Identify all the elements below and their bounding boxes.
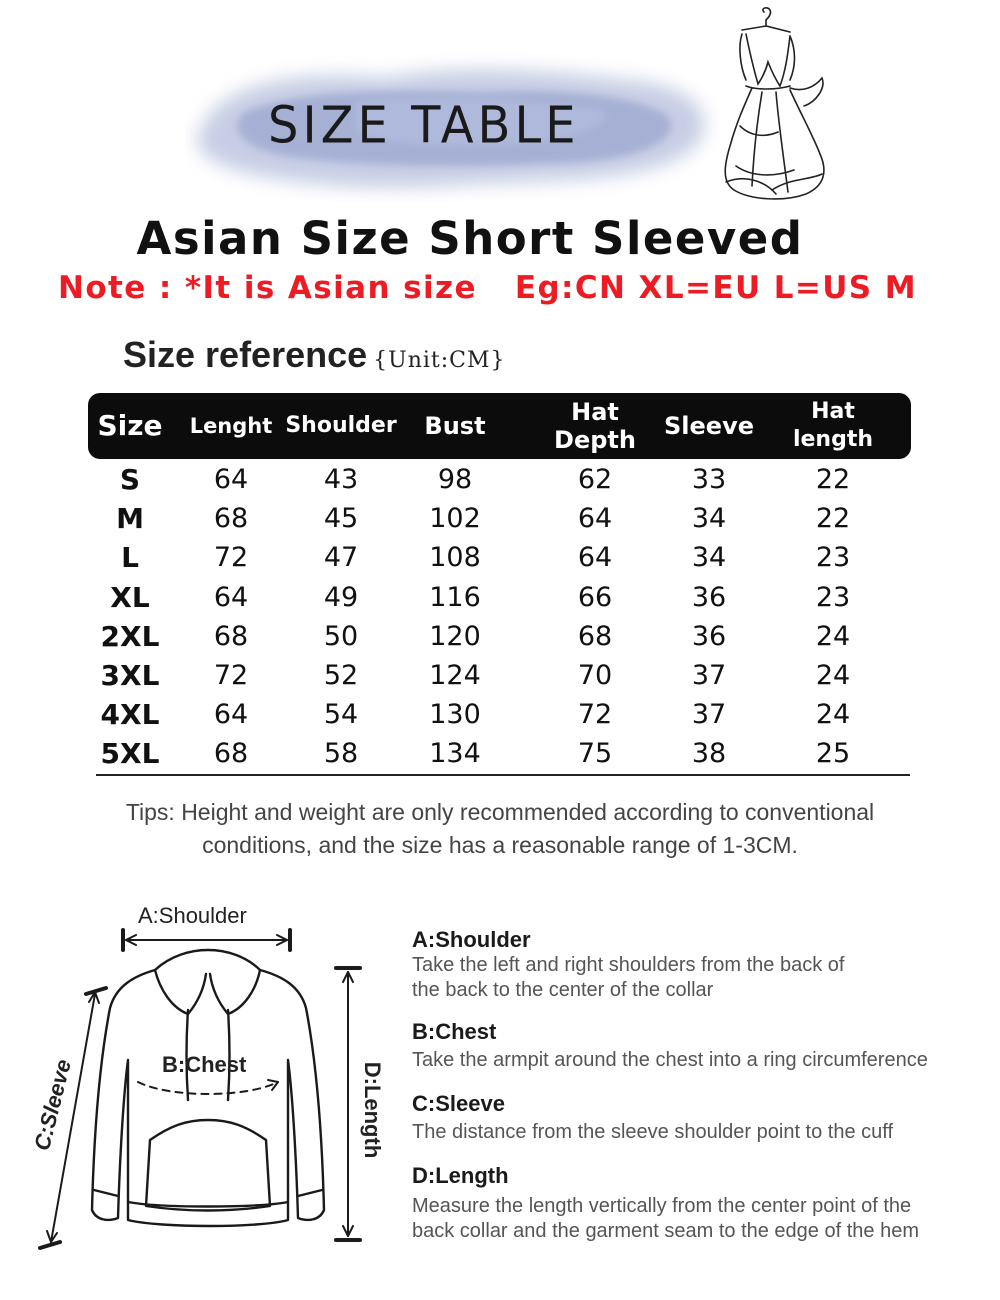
hoodie-measurement-diagram [20, 890, 400, 1270]
measurement-cell: 34 [691, 542, 727, 574]
measurement-cell: 102 [429, 503, 481, 535]
table-row [88, 695, 911, 734]
size-cell: S [119, 463, 141, 496]
size-reference-heading [123, 334, 506, 376]
size-cell: 5XL [100, 737, 160, 771]
measurement-cell: 72 [213, 542, 249, 574]
header-shoulder: Shoulder [285, 413, 397, 438]
size-cell: 3XL [100, 659, 160, 692]
definition-text-line-1: Take the left and right shoulders from the back of [412, 954, 845, 976]
measurement-cell: 22 [815, 464, 851, 495]
measurement-cell: 38 [691, 738, 727, 770]
asian-size-note [58, 270, 958, 306]
definition-text-line-2: back collar and the garment seam to the edge of the hem [412, 1220, 919, 1242]
measurement-cell: 36 [691, 620, 727, 652]
table-row [88, 734, 911, 773]
table-row [88, 460, 911, 499]
table-bottom-rule [96, 774, 910, 776]
definition-title: B:Chest [412, 1019, 497, 1044]
measurement-cell: 45 [323, 503, 359, 535]
note-asian-size: Note : *It is Asian size [58, 270, 477, 306]
definition-text-line-2: the back to the center of the collar [412, 979, 714, 1001]
table-row [88, 578, 911, 617]
measurement-cell: 25 [815, 738, 851, 770]
definition-title: D:Length [412, 1163, 509, 1188]
measurement-cell: 37 [691, 660, 727, 691]
tips-text [60, 796, 940, 862]
measurement-cell: 98 [437, 464, 473, 495]
tips-line-2: conditions, and the size has a reasonable range of 1-3CM. [202, 832, 798, 858]
table-row [88, 538, 911, 577]
measurement-cell: 22 [815, 503, 851, 535]
measurement-cell: 33 [691, 464, 727, 495]
size-cell: 4XL [100, 698, 160, 732]
length-measure-arrow [336, 968, 360, 1240]
size-table-banner-title: SIZE TABLE [268, 96, 580, 156]
measurement-cell: 47 [323, 542, 359, 574]
size-cell: M [116, 502, 144, 536]
measurement-cell: 23 [815, 542, 851, 574]
measurement-cell: 43 [323, 464, 359, 495]
definition-chest [412, 1019, 992, 1073]
measurement-cell: 68 [213, 738, 249, 770]
measurement-cell: 64 [213, 464, 249, 495]
size-table-header [88, 393, 911, 459]
definition-title: C:Sleeve [412, 1091, 505, 1116]
header-bust: Bust [424, 412, 486, 440]
definition-shoulder [412, 927, 992, 1003]
measurement-cell: 75 [577, 738, 613, 770]
measurement-cell: 72 [577, 699, 613, 731]
measurement-cell: 70 [577, 660, 613, 691]
size-cell: L [121, 541, 139, 575]
measurement-cell: 58 [323, 738, 359, 770]
measurement-cell: 37 [691, 699, 727, 731]
measurement-cell: 24 [815, 660, 851, 691]
tips-line-1: Tips: Height and weight are only recommended according to conventional [125, 799, 875, 825]
measurement-cell: 134 [429, 738, 481, 770]
definition-length [412, 1163, 992, 1244]
header-size: Size [97, 409, 163, 442]
measurement-cell: 108 [429, 542, 481, 574]
shoulder-measure-arrow [123, 930, 290, 950]
table-row [88, 656, 911, 695]
measurement-cell: 72 [213, 660, 249, 691]
measurement-cell: 49 [323, 581, 359, 613]
diagram-chest-label: B:Chest [162, 1052, 247, 1077]
definition-text-line-1: Take the armpit around the chest into a ring circumference [412, 1049, 928, 1071]
measurement-cell: 23 [815, 581, 851, 613]
main-title: Asian Size Short Sleeved [136, 212, 804, 265]
measurement-cell: 24 [815, 620, 851, 652]
definition-text-line-1: The distance from the sleeve shoulder point to the cuff [412, 1121, 894, 1143]
measurement-cell: 52 [323, 660, 359, 691]
measurement-cell: 64 [213, 699, 249, 731]
measurement-cell: 116 [429, 581, 481, 613]
table-row [88, 617, 911, 656]
diagram-sleeve-label: C:Sleeve [29, 1056, 76, 1154]
header-sleeve: Sleeve [664, 412, 754, 440]
size-cell: XL [110, 580, 150, 614]
measurement-cell: 66 [577, 581, 613, 613]
diagram-length-label: D:Length [360, 1061, 385, 1159]
measurement-cell: 68 [213, 620, 249, 652]
table-row [88, 499, 911, 538]
definition-sleeve [412, 1091, 992, 1145]
measurement-cell: 50 [323, 620, 359, 652]
definition-title: A:Shoulder [412, 927, 531, 952]
size-cell: 2XL [100, 619, 160, 653]
header-hat-length: Hat length [792, 399, 874, 452]
measurement-cell: 64 [213, 581, 249, 613]
size-reference-unit: {Unit:CM} [373, 348, 506, 373]
measurement-cell: 54 [323, 699, 359, 731]
measurement-cell: 24 [815, 699, 851, 731]
measurement-cell: 34 [691, 503, 727, 535]
diagram-shoulder-label: A:Shoulder [138, 903, 247, 928]
header-length: Lenght [189, 414, 273, 438]
measurement-cell: 36 [691, 581, 727, 613]
header-hat-depth: Hat Depth [554, 398, 636, 454]
measurement-cell: 62 [577, 464, 613, 495]
measurement-cell: 68 [213, 503, 249, 535]
definition-text-line-1: Measure the length vertically from the center point of the [412, 1195, 912, 1217]
measurement-cell: 68 [577, 620, 613, 652]
measurement-cell: 64 [577, 542, 613, 574]
measurement-cell: 64 [577, 503, 613, 535]
measurement-cell: 130 [429, 699, 481, 731]
size-reference-label: Size reference [123, 334, 368, 375]
measurement-cell: 120 [429, 620, 481, 652]
dress-sketch-icon [706, 6, 836, 206]
measurement-cell: 124 [429, 660, 481, 691]
note-size-conversion: Eg:CN XL=EU L=US M [514, 270, 917, 306]
